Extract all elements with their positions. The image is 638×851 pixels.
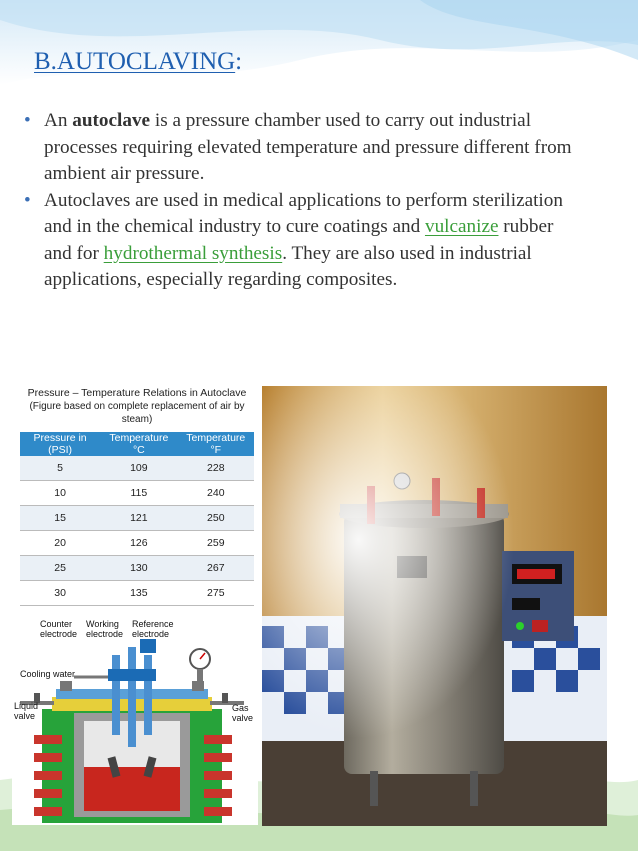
- table-cell: 267: [178, 556, 254, 581]
- table-cell: 130: [100, 556, 177, 581]
- table-cell: 240: [178, 481, 254, 506]
- table-cell: 135: [100, 581, 177, 606]
- column-header: Temperature °C: [100, 432, 177, 456]
- bullet-item: • An autoclave is a pressure chamber used to carry out industrial processes requiring elevated temperature and pressure different from ambient air pressure.: [24, 110, 572, 184]
- table-row: [20, 481, 254, 506]
- vulcanize-link[interactable]: vulcanize: [424, 216, 499, 237]
- autoclave-diagram: [12, 617, 258, 825]
- column-header: Pressure in (PSI): [20, 432, 100, 456]
- table-cell: 10: [20, 481, 100, 506]
- gas-valve-label: Gas valve: [232, 703, 254, 723]
- table-cell: 275: [178, 581, 254, 606]
- cooling-water-label: Cooling water: [20, 669, 76, 679]
- table-cell: 228: [178, 456, 254, 481]
- table-row: [20, 456, 254, 481]
- bullet-list: [22, 108, 582, 294]
- table-cell: 5: [20, 456, 100, 481]
- bullet-item: • Autoclaves are used in medical applications to perform sterilization and in the chemical industry to cure coatings and vulcanize rubber and for hydrothermal synthesis. They are also used in industrial applications, especially regarding composites.: [24, 189, 563, 290]
- bullet-dot-icon: •: [24, 110, 31, 131]
- reference-electrode-label: Reference electrode: [132, 619, 174, 639]
- reactor-schematic: [12, 617, 258, 825]
- bullet-dot-icon: •: [24, 189, 31, 211]
- table-caption: Pressure – Temperature Relations in Autoclave (Figure based on complete replacement of air by steam): [27, 387, 247, 425]
- table-cell: 121: [100, 506, 177, 531]
- table-cell: 250: [178, 506, 254, 531]
- working-electrode-label: Working electrode: [86, 619, 124, 639]
- table-row: [20, 556, 254, 581]
- table-cell: 126: [100, 531, 177, 556]
- slide-title: B.AUTOCLAVING:: [34, 48, 243, 75]
- autoclave-photo: [262, 386, 607, 826]
- column-header: Temperature °F: [178, 432, 254, 456]
- table-row: [20, 506, 254, 531]
- table-cell: 115: [100, 481, 177, 506]
- table-cell: 30: [20, 581, 100, 606]
- table-cell: 109: [100, 456, 177, 481]
- hydrothermal-synthesis-link[interactable]: hydrothermal synthesis: [103, 242, 283, 264]
- table-cell: 25: [20, 556, 100, 581]
- table-row: [20, 531, 254, 556]
- table-cell: 15: [20, 506, 100, 531]
- table-cell: 20: [20, 531, 100, 556]
- table-row: [20, 581, 254, 606]
- counter-electrode-label: Counter electrode: [40, 619, 78, 639]
- table-cell: 259: [178, 531, 254, 556]
- liquid-valve-label: Liquid valve: [14, 701, 39, 721]
- pressure-temperature-table: [20, 383, 254, 599]
- data-table: [20, 432, 254, 606]
